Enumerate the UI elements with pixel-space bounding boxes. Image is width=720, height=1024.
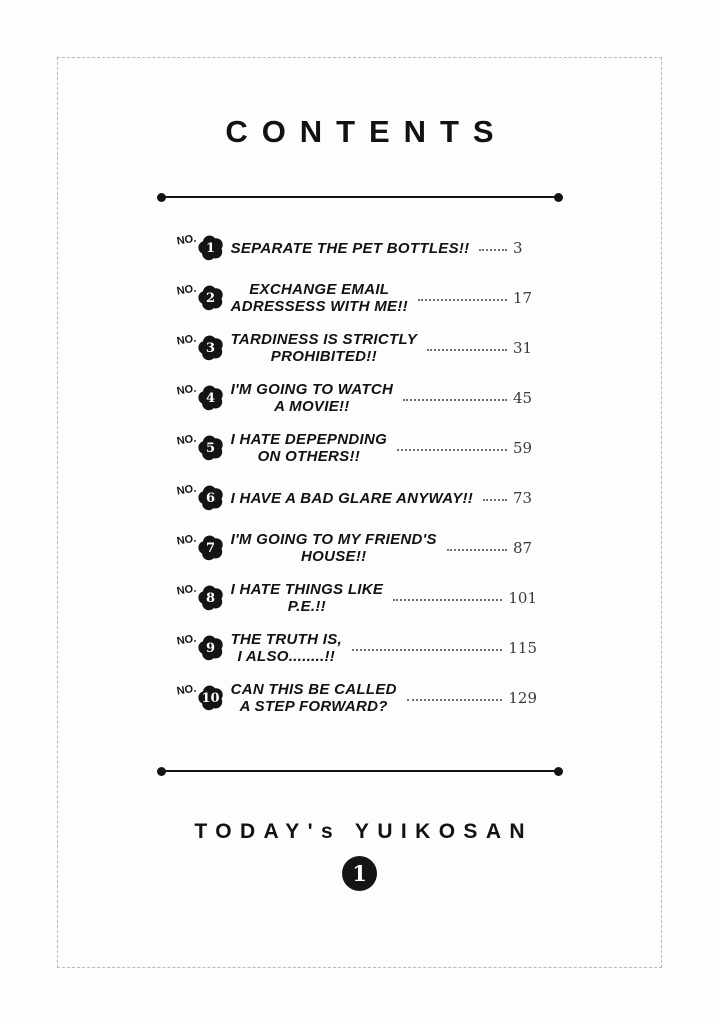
toc-entry-5	[175, 430, 537, 466]
chapter-page-number: 45	[513, 389, 533, 407]
title-line-1: THE TRUTH IS,	[230, 631, 342, 648]
chapter-page-number: 73	[513, 489, 533, 507]
title-line-1: EXCHANGE EMAIL	[249, 281, 390, 298]
dot-leader	[427, 349, 507, 351]
chapter-number-group	[175, 282, 225, 312]
dot-leader	[483, 499, 507, 501]
chapter-number: 9	[206, 640, 216, 656]
chapter-number-group	[175, 432, 225, 462]
chapter-number-group	[175, 632, 225, 662]
chapter-number-badge	[197, 334, 225, 362]
title-line-1: I HAVE A BAD GLARE ANYWAY!!	[230, 489, 474, 507]
dot-leader	[393, 599, 502, 601]
title-line-2: HOUSE!!	[300, 548, 367, 565]
chapter-page-number: 31	[513, 339, 533, 357]
no-label: NO.	[175, 532, 198, 548]
chapter-number-badge	[197, 584, 225, 612]
chapter-page-number: 59	[513, 439, 533, 457]
volume-badge	[342, 856, 377, 891]
toc-entry-2	[175, 280, 537, 316]
no-label: NO.	[175, 682, 198, 698]
dot-leader	[447, 549, 507, 551]
dot-leader	[352, 649, 502, 651]
chapter-page-number: 17	[513, 289, 533, 307]
divider-bottom	[161, 770, 559, 772]
chapter-number-group	[175, 482, 225, 512]
title-line-1: I HATE DEPEPNDING	[230, 431, 388, 448]
page-title: CONTENTS	[225, 114, 508, 149]
chapter-page-number: 87	[513, 539, 533, 557]
no-label: NO.	[175, 282, 198, 298]
toc-entry-9	[175, 630, 537, 666]
chapter-number: 1	[206, 240, 216, 256]
title-line-2: I ALSO........!!	[237, 648, 336, 665]
chapter-title	[231, 531, 437, 565]
chapter-title	[231, 681, 397, 715]
chapter-number-group	[175, 332, 225, 362]
no-label: NO.	[175, 332, 198, 348]
title-line-2: PROHIBITED!!	[270, 348, 377, 365]
dot-leader	[479, 249, 507, 251]
title-line-1: TARDINESS IS STRICTLY	[230, 331, 418, 348]
chapter-number: 4	[206, 390, 216, 406]
no-label: NO.	[175, 482, 198, 498]
series-title: TODAY's YUIKOSAN	[194, 820, 533, 843]
chapter-page-number: 3	[513, 239, 523, 257]
no-label: NO.	[175, 432, 198, 448]
no-label: NO.	[175, 232, 198, 248]
title-line-2: ADRESSESS WITH ME!!	[230, 298, 408, 315]
chapter-number: 5	[206, 440, 216, 456]
title-line-2: A MOVIE!!	[274, 398, 350, 415]
chapter-title	[231, 381, 394, 415]
chapter-number-badge	[197, 484, 225, 512]
chapter-title	[231, 490, 474, 507]
chapter-title	[231, 331, 418, 365]
chapter-page-number: 101	[508, 589, 537, 607]
volume-number: 1	[352, 861, 367, 886]
chapter-number: 2	[206, 290, 216, 306]
title-line-2: P.E.!!	[287, 598, 326, 615]
chapter-title	[231, 631, 342, 665]
chapter-number: 7	[206, 540, 216, 556]
chapter-number-group	[175, 582, 225, 612]
title-line-1: I'M GOING TO MY FRIEND'S	[230, 531, 437, 548]
title-line-2: ON OTHERS!!	[257, 448, 361, 465]
chapter-number-group	[175, 682, 225, 712]
chapter-number-badge	[197, 634, 225, 662]
chapter-number: 10	[201, 690, 220, 706]
no-label: NO.	[175, 582, 198, 598]
chapter-number-badge	[197, 384, 225, 412]
chapter-number-group	[175, 382, 225, 412]
dot-leader	[403, 399, 507, 401]
toc-entry-4	[175, 380, 537, 416]
dot-leader	[418, 299, 507, 301]
chapter-number-badge	[197, 284, 225, 312]
chapter-number: 8	[206, 590, 216, 606]
chapter-title	[231, 581, 384, 615]
toc-entry-6	[175, 480, 537, 516]
chapter-page-number: 129	[508, 689, 537, 707]
dot-leader	[407, 699, 503, 701]
toc-list	[58, 230, 661, 716]
title-line-1: SEPARATE THE PET BOTTLES!!	[230, 239, 470, 257]
toc-entry-3	[175, 330, 537, 366]
chapter-number-badge	[197, 234, 225, 262]
chapter-number-badge	[197, 534, 225, 562]
chapter-page-number: 115	[508, 639, 537, 657]
chapter-number: 6	[206, 490, 216, 506]
chapter-title	[231, 281, 408, 315]
chapter-title	[231, 240, 470, 257]
divider-top	[161, 196, 559, 198]
title-line-1: I'M GOING TO WATCH	[230, 381, 394, 398]
title-line-2: A STEP FORWARD?	[239, 698, 388, 715]
chapter-number-group	[175, 232, 225, 262]
chapter-title	[231, 431, 388, 465]
toc-entry-10	[175, 680, 537, 716]
no-label: NO.	[175, 632, 198, 648]
dot-leader	[397, 449, 507, 451]
title-line-1: I HATE THINGS LIKE	[230, 581, 384, 598]
dashed-page-border	[57, 57, 662, 968]
chapter-number-badge	[197, 434, 225, 462]
no-label: NO.	[175, 382, 198, 398]
title-line-1: CAN THIS BE CALLED	[230, 681, 397, 698]
toc-entry-1	[175, 230, 537, 266]
chapter-number-group	[175, 532, 225, 562]
chapter-number: 3	[206, 340, 216, 356]
toc-entry-8	[175, 580, 537, 616]
toc-entry-7	[175, 530, 537, 566]
chapter-number-badge	[197, 684, 225, 712]
